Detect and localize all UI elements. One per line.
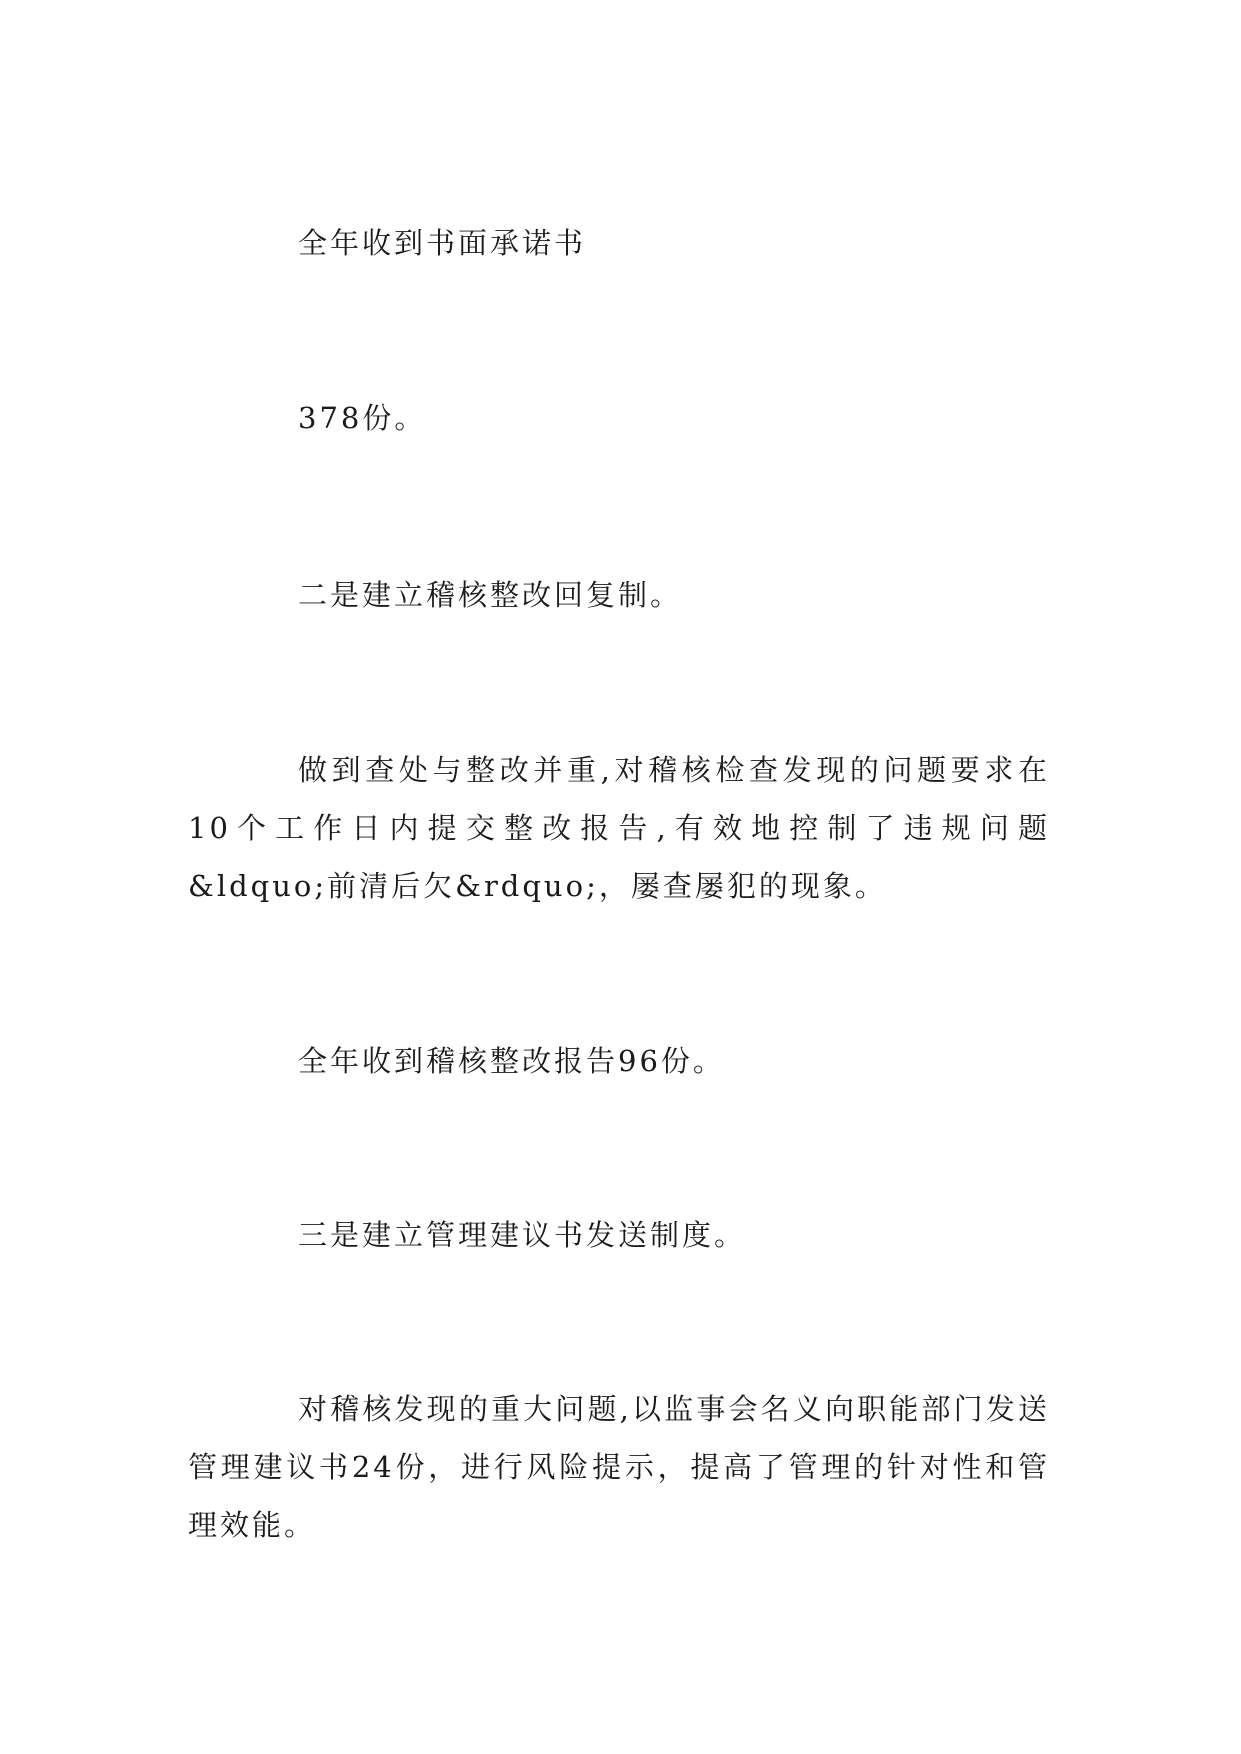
paragraph-6: 三是建立管理建议书发送制度。 — [298, 1218, 747, 1252]
paragraph-1: 全年收到书面承诺书 — [298, 226, 587, 260]
paragraph-3: 二是建立稽核整改回复制。 — [298, 578, 683, 612]
paragraph-2: 378份。 — [298, 401, 427, 435]
paragraph-7: 对稽核发现的重大问题,以监事会名义向职能部门发送管理建议书24份，进行风险提示，提高了管理的针对性和管理效能。 — [188, 1392, 1050, 1542]
paragraph-5: 全年收到稽核整改报告96份。 — [298, 1044, 725, 1078]
paragraph-4: 做到查处与整改并重,对稽核检查发现的问题要求在10个工作日内提交整改报告,有效地控制了违规问题&ldquo;前清后欠&rdquo;，屡查屡犯的现象。 — [188, 753, 1050, 903]
